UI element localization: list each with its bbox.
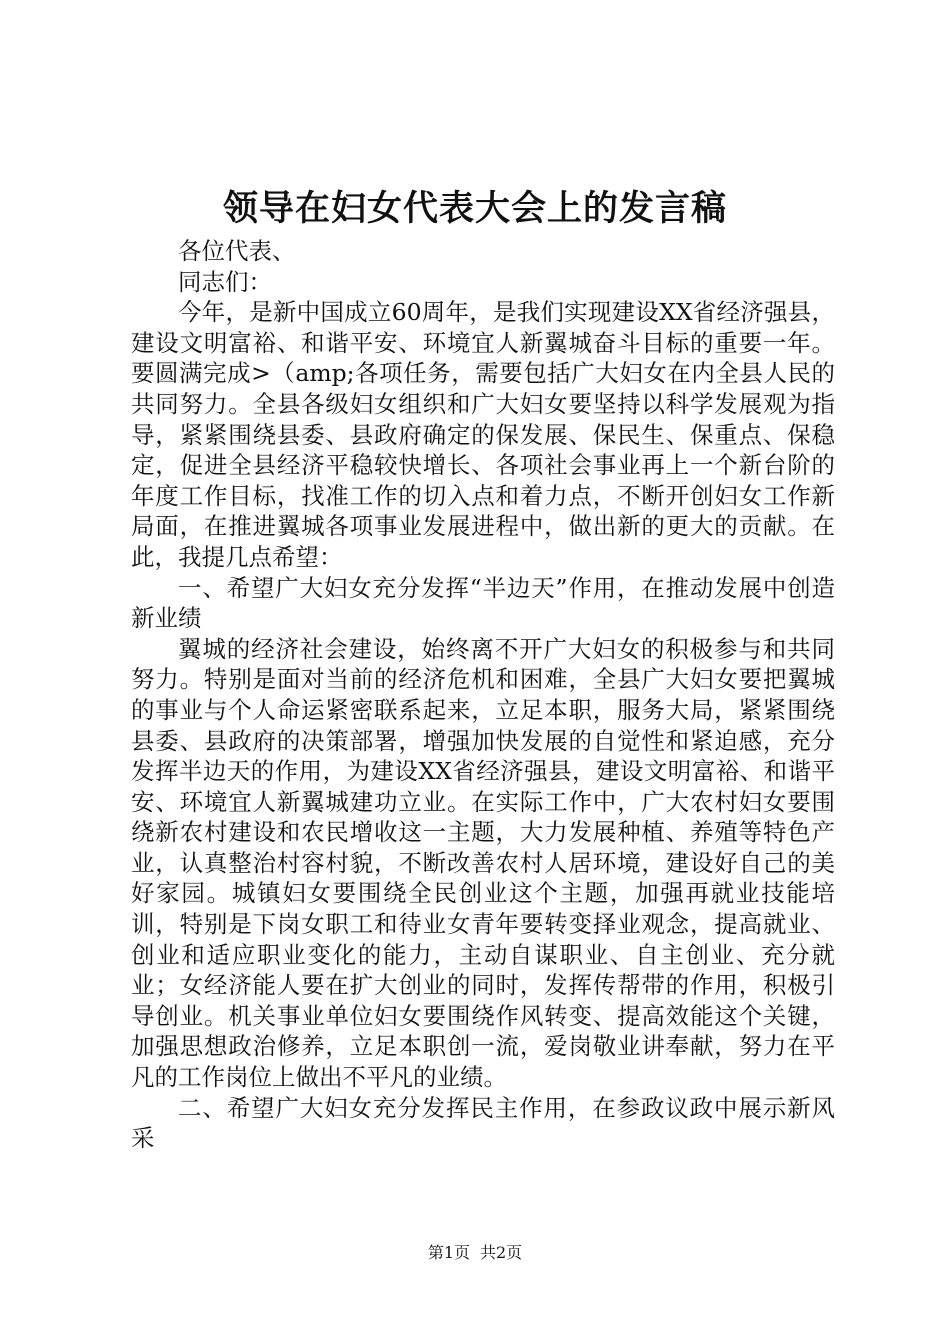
salutation-line: 同志们：	[178, 267, 272, 296]
page-number: 第1页	[427, 1243, 470, 1262]
section-heading: 二、希望广大妇女充分发挥民主作用，在参政议政中展示新风采	[131, 1093, 835, 1153]
salutation-line: 各位代表、	[178, 237, 296, 265]
section-heading: 一、希望广大妇女充分发挥“半边天”作用，在推动发展中创造新业绩	[131, 573, 835, 633]
document-title: 领导在妇女代表大会上的发言稿	[222, 188, 727, 229]
document-body	[131, 236, 835, 1154]
body-paragraph: 今年，是新中国成立60周年，是我们实现建设XX省经济强县，建设文明富裕、和谐平安、环境宜人新翼城奋斗目标的重要一年。要圆满完成>（amp;各项任务，需要包括广大妇女在内全县人民的共同努力。全县各级妇女组织和广大妇女要坚持以科学发展观为指导，紧紧围绕县委、县政府确定的保发展、保民生、保重点、保稳定，促进全县经济平稳较快增长、各项社会事业再上一个新台阶的年度工作目标，找准工作的切入点和着力点，不断开创妇女工作新局面，在推进翼城各项事业发展进程中，做出新的更大的贡献。在此，我提几点希望：	[131, 298, 835, 571]
page-footer	[0, 1242, 950, 1264]
page-total: 共2页	[480, 1243, 523, 1262]
body-paragraph: 翼城的经济社会建设，始终离不开广大妇女的积极参与和共同努力。特别是面对当前的经济危机和困难，全县广大妇女要把翼城的事业与个人命运紧密联系起来，立足本职，服务大局，紧紧围绕县委、县政府的决策部署，增强加快发展的自觉性和紧迫感，充分发挥半边天的作用，为建设XX省经济强县，建设文明富裕、和谐平安、环境宜人新翼城建功立业。在实际工作中，广大农村妇女要围绕新农村建设和农民增收这一主题，大力发展种植、养殖等特色产业，认真整治村容村貌，不断改善农村人居环境，建设好自己的美好家园。城镇妇女要围绕全民创业这个主题，加强再就业技能培训，特别是下岗女职工和待业女青年要转变择业观念，提高就业、创业和适应职业变化的能力，主动自谋职业、自主创业、充分就业；女经济能人要在扩大创业的同时，发挥传帮带的作用，积极引导创业。机关事业单位妇女要围绕作风转变、提高效能这个关键，加强思想政治修养，立足本职创一流，爱岗敬业讲奉献，努力在平凡的工作岗位上做出不平凡的业绩。	[131, 634, 835, 1092]
